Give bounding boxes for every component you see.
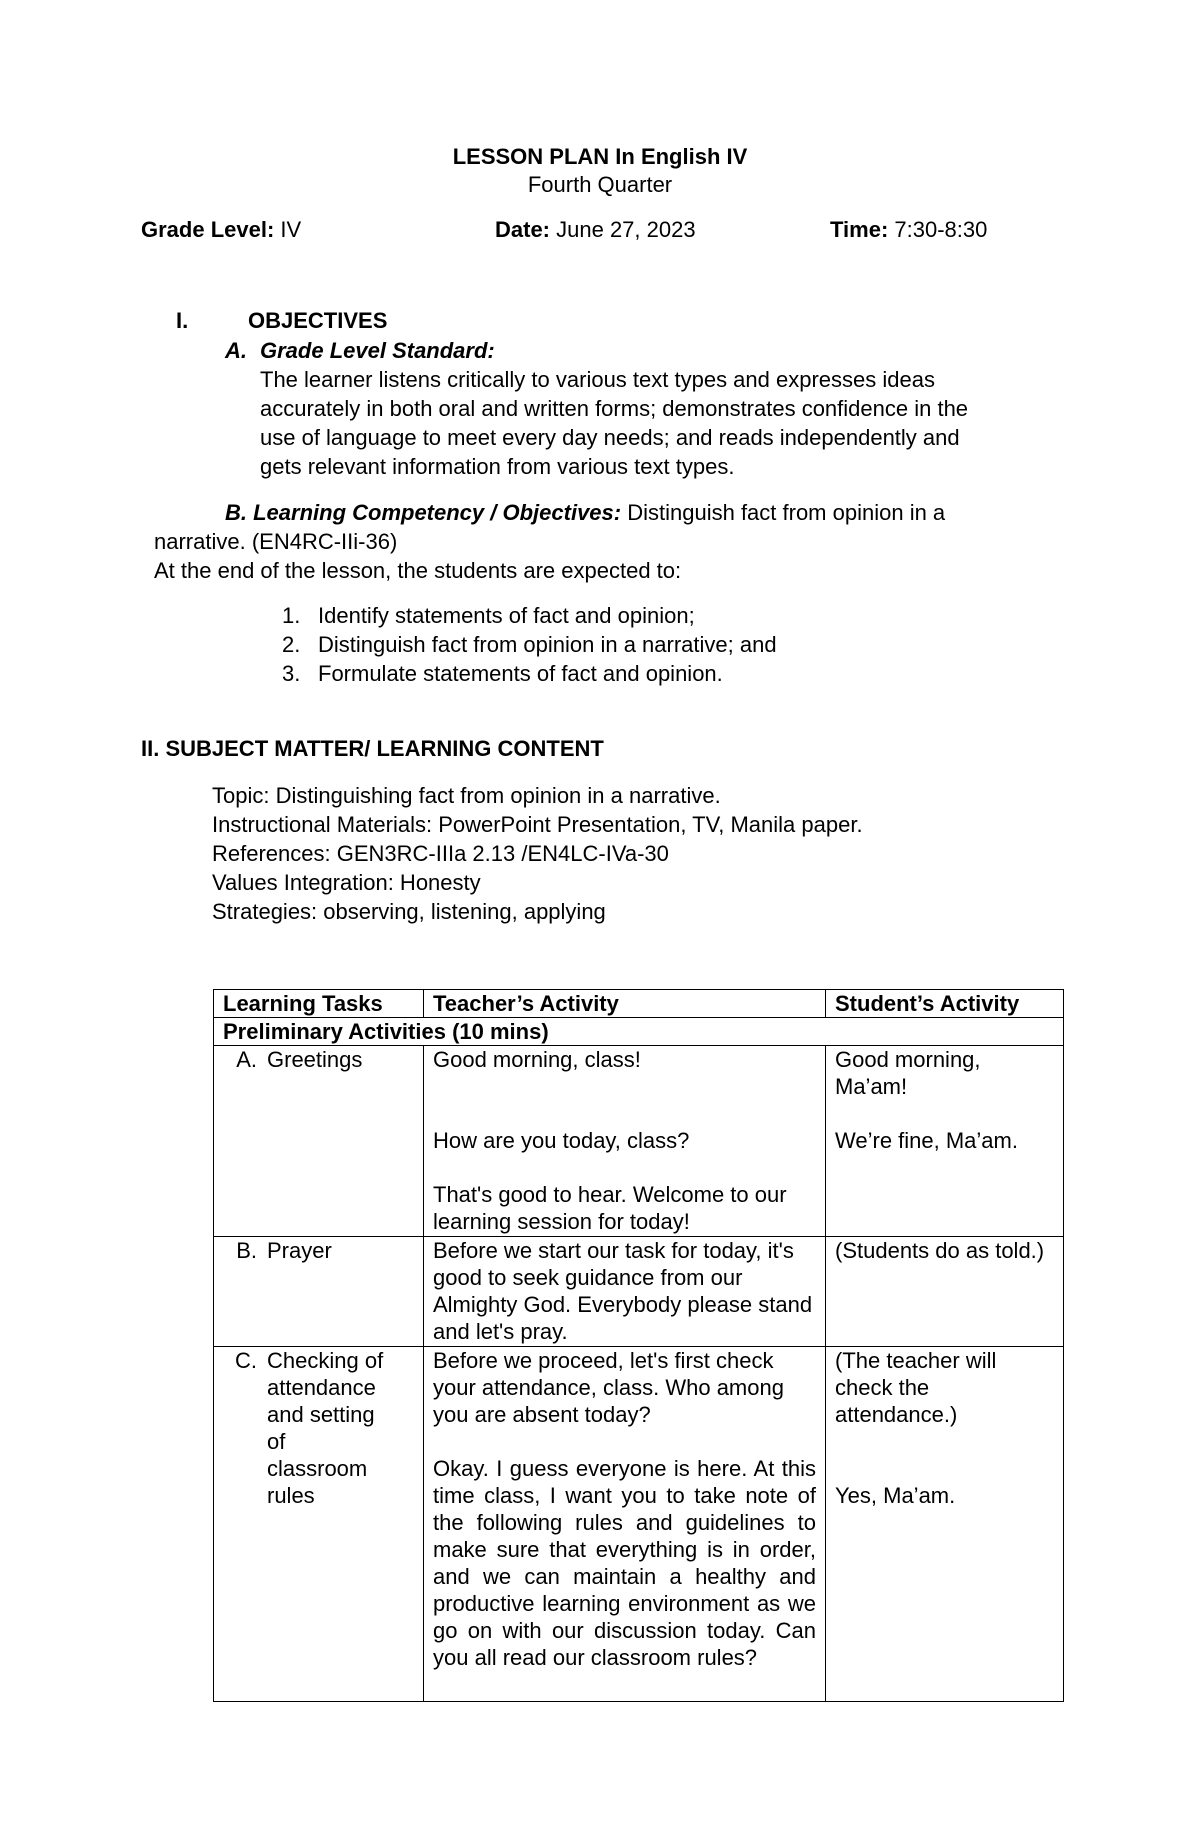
learning-competency-heading: B. Learning Competency / Objectives: [225, 500, 622, 525]
grade-level-standard-heading: Grade Level Standard: [260, 338, 495, 363]
task-cell [214, 1237, 424, 1347]
grade-level-value: IV [274, 217, 302, 242]
objective-item: Formulate statements of fact and opinion. [318, 661, 723, 686]
teacher-text: Before we proceed, let's first check your attendance, class. Who among you are absent today? [433, 1348, 784, 1427]
column-header: Student’s Activity [826, 990, 1064, 1018]
task-label: A. [236, 1047, 257, 1072]
objective-number: 2. [282, 632, 301, 657]
table-section-row [214, 1018, 1064, 1046]
column-header: Learning Tasks [214, 990, 424, 1018]
teacher-cell [424, 1347, 826, 1702]
section-title: Preliminary Activities (10 mins) [214, 1018, 1064, 1046]
table-header-row [214, 990, 1064, 1018]
column-header: Teacher’s Activity [424, 990, 826, 1018]
student-text: Yes, Ma’am. [835, 1483, 956, 1508]
objectives-heading: OBJECTIVES [248, 308, 388, 333]
task-name: Greetings [267, 1047, 363, 1072]
student-text: Good morning, Ma’am! [835, 1047, 981, 1099]
date-value: June 27, 2023 [550, 217, 696, 242]
subject-line: Strategies: observing, listening, applying [212, 899, 606, 924]
learning-competency-text: Distinguish fact from opinion in a [621, 500, 946, 525]
teacher-text: How are you today, class? [433, 1128, 690, 1153]
table-row [214, 1347, 1064, 1702]
subject-matter-heading: II. SUBJECT MATTER/ LEARNING CONTENT [141, 736, 604, 761]
subject-line: Instructional Materials: PowerPoint Presentation, TV, Manila paper. [212, 812, 863, 837]
subject-line: References: GEN3RC-IIIa 2.13 /EN4LC-IVa-30 [212, 841, 669, 866]
date-field [495, 215, 696, 244]
document-subtitle: Fourth Quarter [527, 172, 673, 197]
task-cell [214, 1046, 424, 1237]
grade-level-label: Grade Level: [141, 217, 275, 242]
student-cell [826, 1237, 1064, 1347]
teacher-text: Okay. I guess everyone is here. At this time class, I want you to take note of the following rules and guidelines to make sure that everything is in order, and we can maintain a healthy and productive learning environment as we go on with our discussion today. Can you all read our classroom rules? [433, 1456, 816, 1670]
objective-item: Identify statements of fact and opinion; [318, 603, 695, 628]
standard-line: accurately in both oral and written forms; demonstrates confidence in the [260, 396, 969, 421]
grade-level-standard-label: A. [225, 338, 247, 363]
time-field [830, 215, 987, 244]
learning-competency-text-cont: narrative. (EN4RC-IIi-36) [154, 529, 398, 554]
student-cell [826, 1347, 1064, 1702]
task-name: Prayer [267, 1238, 332, 1263]
learning-tasks-table [213, 989, 1064, 1702]
task-label: C. [235, 1348, 257, 1373]
grade-level-field [141, 215, 301, 244]
objective-item: Distinguish fact from opinion in a narrative; and [318, 632, 777, 657]
task-cell [214, 1347, 424, 1702]
teacher-cell [424, 1046, 826, 1237]
teacher-cell [424, 1237, 826, 1347]
standard-line: use of language to meet every day needs; and reads independently and [260, 425, 960, 450]
teacher-text: That's good to hear. Welcome to our learning session for today! [433, 1182, 787, 1234]
date-label: Date: [495, 217, 551, 242]
objectives-intro: At the end of the lesson, the students are expected to: [154, 558, 682, 583]
standard-line: The learner listens critically to various text types and expresses ideas [260, 367, 935, 392]
teacher-text: Before we start our task for today, it's good to seek guidance from our Almighty God. Everybody please stand and let's pray. [433, 1238, 813, 1344]
table-row [214, 1046, 1064, 1237]
document-title: LESSON PLAN In English IV [452, 144, 748, 169]
table-row [214, 1237, 1064, 1347]
subject-line: Topic: Distinguishing fact from opinion in a narrative. [212, 783, 721, 808]
student-text: (Students do as told.) [835, 1238, 1045, 1263]
subject-line: Values Integration: Honesty [212, 870, 481, 895]
time-label: Time: [830, 217, 889, 242]
time-value: 7:30-8:30 [888, 217, 988, 242]
task-name: Checking of attendance and setting of classroom rules [267, 1348, 384, 1508]
objective-number: 1. [282, 603, 301, 628]
objectives-numeral: I. [176, 308, 189, 333]
objective-number: 3. [282, 661, 301, 686]
standard-line: gets relevant information from various text types. [260, 454, 735, 479]
student-text: (The teacher will check the attendance.) [835, 1348, 997, 1427]
student-text: We’re fine, Ma’am. [835, 1128, 1018, 1153]
task-label: B. [236, 1238, 257, 1263]
teacher-text: Good morning, class! [433, 1047, 641, 1072]
learning-competency [225, 498, 945, 527]
student-cell [826, 1046, 1064, 1237]
